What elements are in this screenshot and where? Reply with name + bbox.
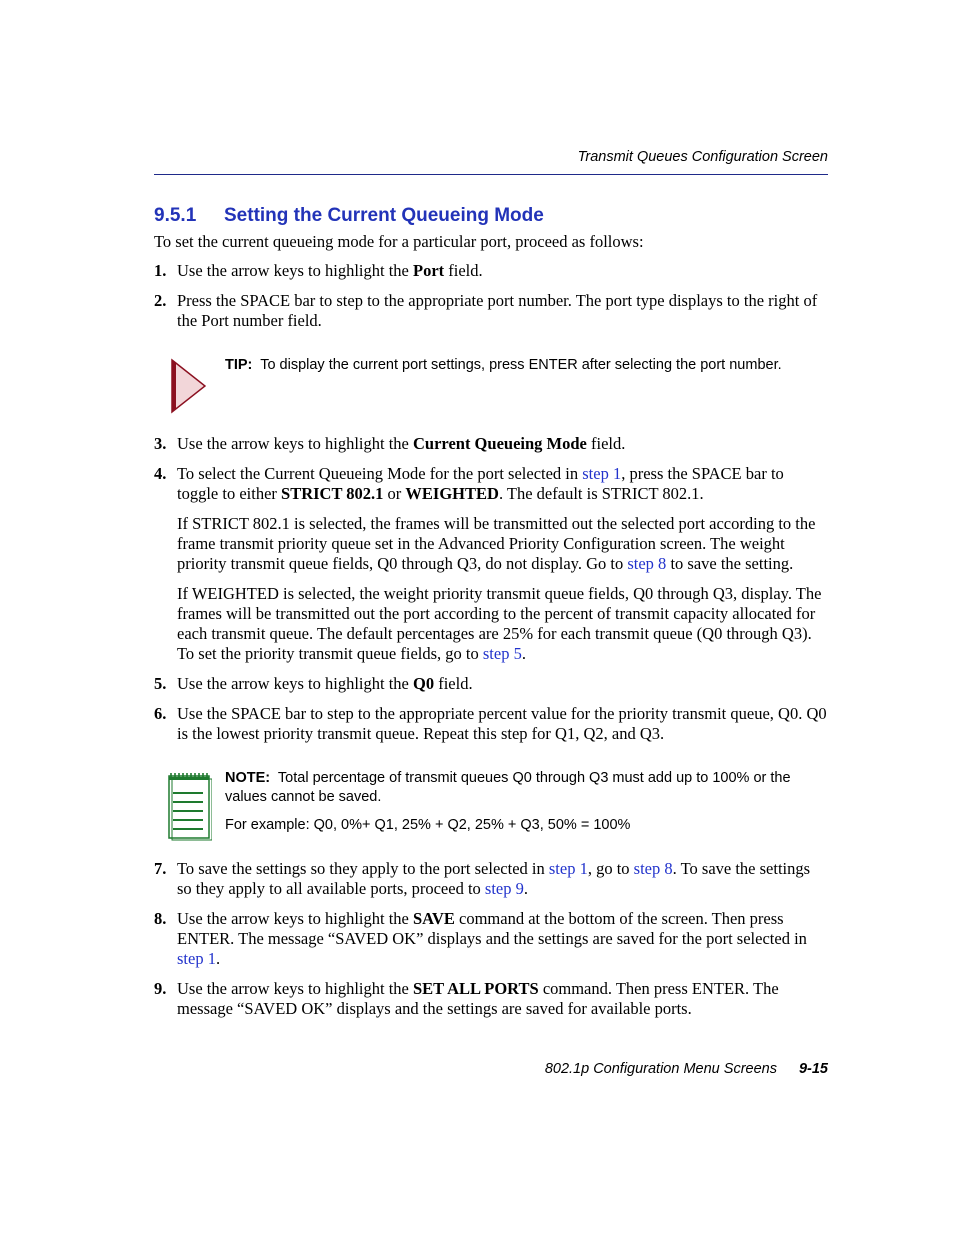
step-text: field. (586, 434, 626, 453)
step-4-strict-paragraph (177, 514, 828, 574)
step-link[interactable]: step 8 (633, 859, 673, 878)
tip-text: To display the current port settings, press ENTER after selecting the port number. (260, 357, 782, 373)
step-text: Press the SPACE bar to step to the appropriate port number. The port type displays to the right of the Port number field. (177, 291, 818, 330)
step-text: . (215, 949, 221, 968)
intro-text: To set the current queueing mode for a particular port, proceed as follows: (154, 232, 644, 251)
step-number: 1. (154, 261, 167, 280)
note-example: For example: Q0, 0%+ Q1, 25% + Q2, 25% + Q3, 50% = 100% (225, 817, 631, 833)
step-text: To select the Current Queueing Mode for the port selected in (177, 464, 583, 483)
step-4 (154, 464, 828, 504)
paragraph-text: If WEIGHTED is selected, the weight priority transmit queue fields, Q0 through Q3, display. The frames will be transmitted out the port according to the percent of transmit capacity allocated for each transmit queue. The default percentages are 25% for each transmit queue (Q0 through Q3). To set the priority transmit queue fields, go to (177, 584, 822, 663)
step-text: Use the SPACE bar to step to the appropriate percent value for the priority transmit queue, Q0. Q0 is the lowest priority transmit queue. Repeat this step for Q1, Q2, and Q3. (177, 704, 827, 743)
page-number: 9-15 (798, 1061, 828, 1077)
tip-label: TIP: (225, 357, 253, 373)
step-text: command. Then press ENTER. The message “SAVED OK” displays and the settings are saved for available ports. (177, 979, 779, 1018)
step-number: 8. (154, 909, 167, 928)
step-text: field. (444, 261, 483, 280)
step-text: . The default is STRICT 802.1. (498, 484, 704, 503)
note-label: NOTE: (225, 770, 271, 786)
section-title: Setting the Current Queueing Mode (224, 205, 544, 226)
step-8 (154, 909, 828, 969)
step-text: Use the arrow keys to highlight the (177, 674, 413, 693)
step-text: . To save the settings so they apply to all available ports, proceed to (177, 859, 811, 898)
step-text: , press the SPACE bar to toggle to either (177, 464, 784, 503)
step-3 (154, 434, 828, 454)
paragraph-text: . (521, 644, 526, 663)
step-text: command at the bottom of the screen. Then press ENTER. The message “SAVED OK” displays and the settings are saved for the port selected in (177, 909, 807, 948)
step-link[interactable]: step 1 (548, 859, 588, 878)
step-text: . (523, 879, 529, 898)
step-text: Use the arrow keys to highlight the (177, 909, 413, 928)
section-heading (154, 205, 544, 227)
tip-box (225, 356, 828, 375)
step-text: Use the arrow keys to highlight the (177, 434, 413, 453)
running-header: Transmit Queues Configuration Screen (577, 149, 828, 165)
option-name: STRICT 802.1 (281, 484, 384, 503)
command-name: SET ALL PORTS (413, 979, 539, 998)
command-name: SAVE (413, 909, 455, 928)
step-6 (154, 704, 828, 744)
field-name: Q0 (413, 674, 435, 693)
paragraph-text: to save the setting. (666, 554, 794, 573)
step-5 (154, 674, 828, 694)
step-text: field. (434, 674, 473, 693)
step-link[interactable]: step 9 (484, 879, 524, 898)
step-number: 9. (154, 979, 167, 998)
step-7 (154, 859, 828, 899)
footer-title: 802.1p Configuration Menu Screens (544, 1061, 777, 1077)
field-name: Port (413, 261, 445, 280)
step-text: To save the settings so they apply to the port selected in (177, 859, 549, 878)
step-4-weighted-paragraph (177, 584, 828, 664)
step-1 (154, 261, 828, 281)
field-name: Current Queueing Mode (413, 434, 587, 453)
step-text: or (383, 484, 406, 503)
step-number: 6. (154, 704, 167, 723)
step-9 (154, 979, 828, 1019)
step-text: , go to (587, 859, 634, 878)
note-box (225, 769, 828, 807)
option-name: WEIGHTED (405, 484, 499, 503)
paragraph-text: If STRICT 802.1 is selected, the frames will be transmitted out the selected port according to the frame transmit priority queue set in the Advanced Priority Configuration screen. The weight priority transmit queue fields, Q0 through Q3, do not display. Go to (177, 514, 816, 573)
step-link[interactable]: step 8 (627, 554, 667, 573)
step-2 (154, 291, 828, 331)
step-number: 5. (154, 674, 167, 693)
step-number: 2. (154, 291, 167, 310)
step-number: 4. (154, 464, 167, 483)
step-link[interactable]: step 1 (177, 949, 216, 968)
note-text: Total percentage of transmit queues Q0 through Q3 must add up to 100% or the values cannot be saved. (225, 770, 791, 805)
tip-arrow-icon (170, 358, 206, 414)
step-text: Use the arrow keys to highlight the (177, 261, 413, 280)
step-link[interactable]: step 5 (482, 644, 522, 663)
step-number: 7. (154, 859, 167, 878)
step-text: Use the arrow keys to highlight the (177, 979, 413, 998)
page-footer (545, 1061, 828, 1077)
header-rule (154, 174, 828, 175)
step-link[interactable]: step 1 (582, 464, 622, 483)
step-number: 3. (154, 434, 167, 453)
notepad-icon (166, 771, 212, 841)
section-number: 9.5.1 (154, 205, 197, 226)
